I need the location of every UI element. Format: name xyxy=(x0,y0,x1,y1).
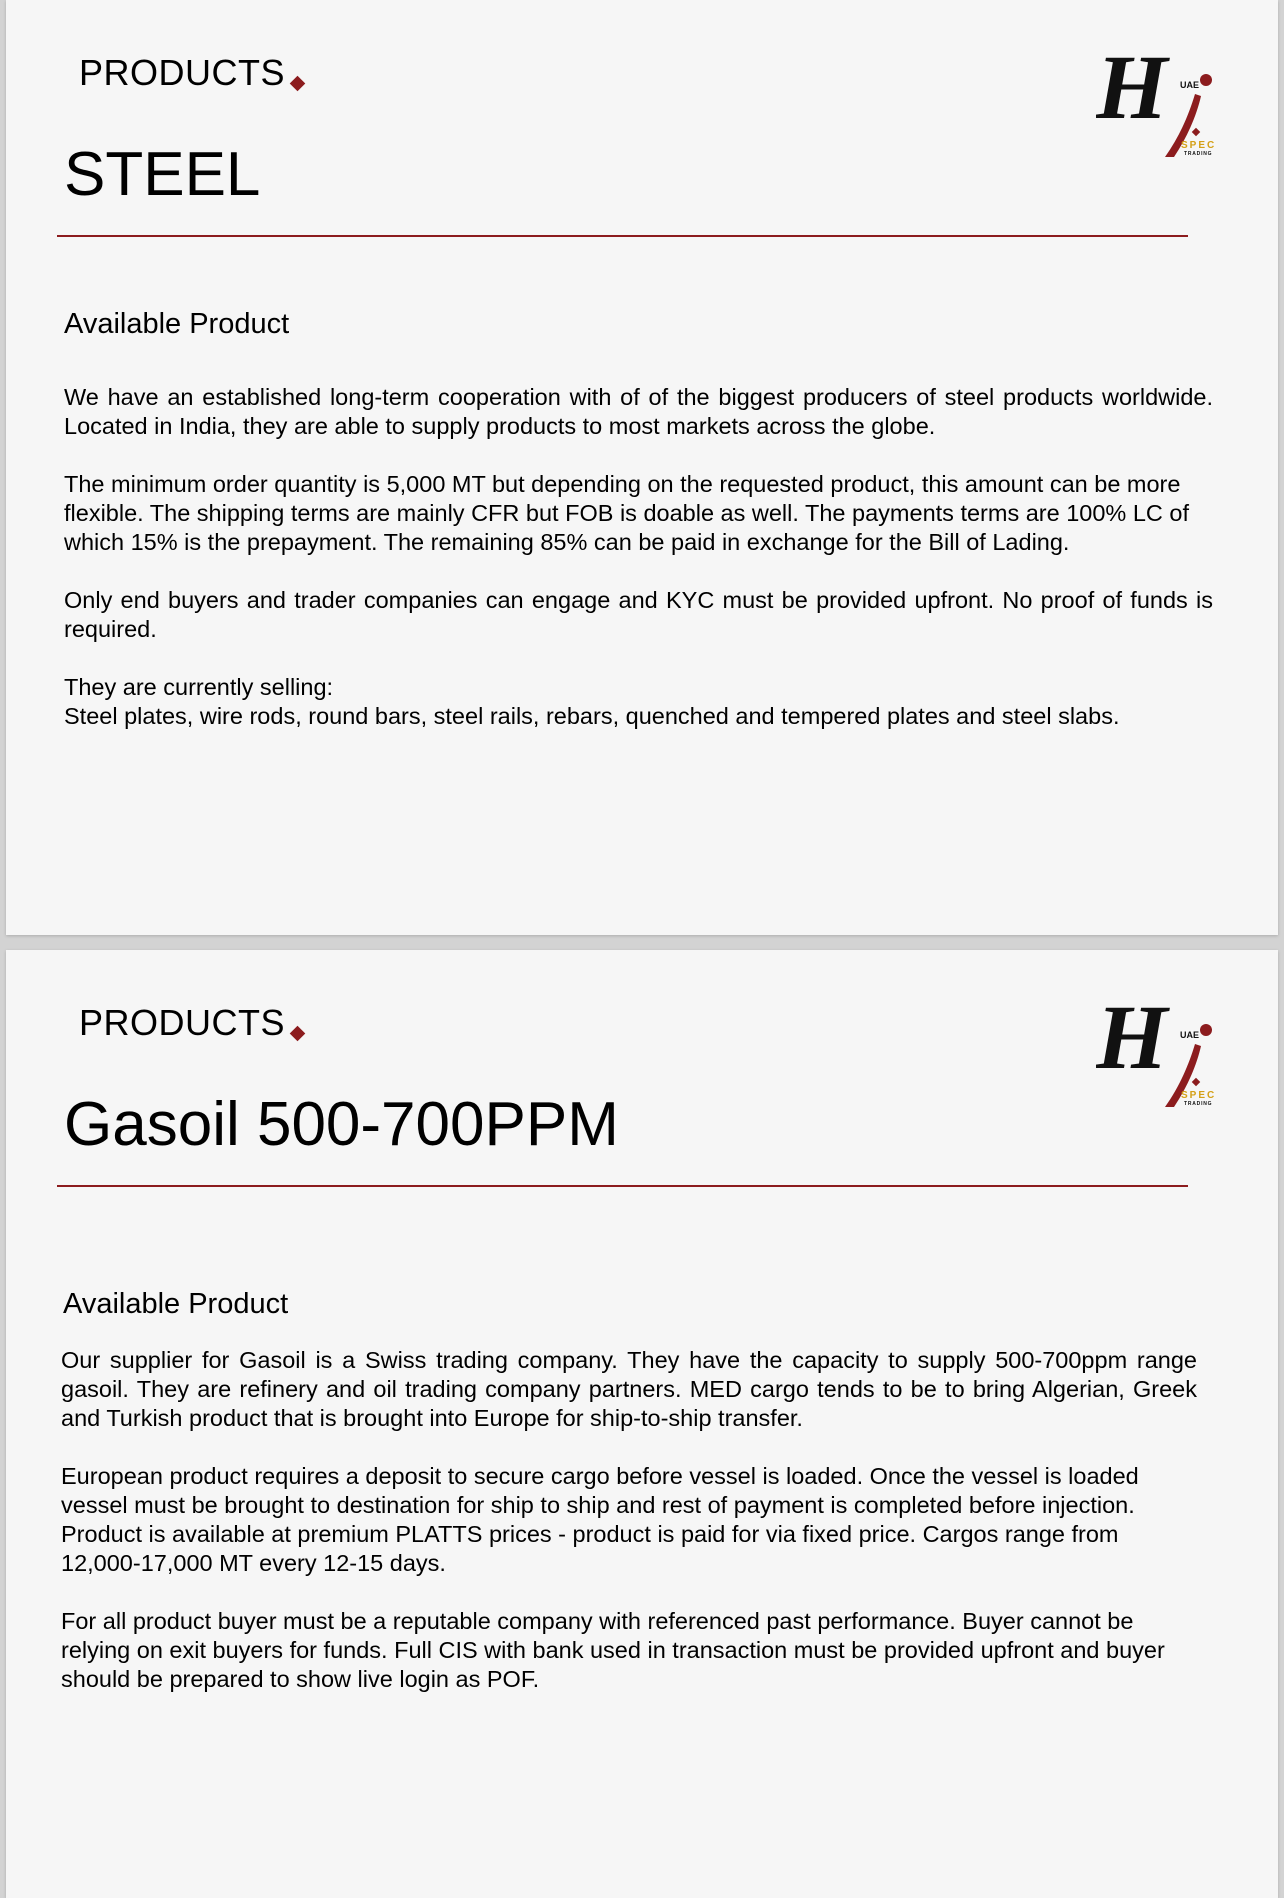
page-title: Gasoil 500-700PPM xyxy=(64,1090,619,1159)
paragraph: Only end buyers and trader companies can engage and KYC must be provided upfront. No proof of funds is required. xyxy=(64,587,1213,642)
paragraph: The minimum order quantity is 5,000 MT but depending on the requested product, this amount can be more flexible. The shipping terms are mainly CFR but FOB is doable as well. The payments terms are 100% LC of which 15% is the prepayment. The remaining 85% can be paid in exchange for the Bill of Lading. xyxy=(64,471,1190,555)
paragraph: We have an established long-term cooperation with of of the biggest producers of steel products worldwide. Located in India, they are able to supply products to most markets across the globe. xyxy=(64,384,1213,439)
selling-block xyxy=(64,673,1213,731)
section-subheading: Available Product xyxy=(64,308,290,340)
logo-letters: H xyxy=(1096,992,1168,1088)
logo-spec: SPEC xyxy=(1181,140,1217,151)
logo-dot xyxy=(1200,1024,1212,1036)
logo-dot xyxy=(1200,74,1212,86)
logo-uae: UAE xyxy=(1180,1030,1200,1040)
selling-list: Steel plates, wire rods, round bars, steel rails, rebars, quenched and tempered plates and steel slabs. xyxy=(64,703,1120,729)
logo-uae: UAE xyxy=(1180,80,1200,90)
logo-trading: TRADING xyxy=(1184,151,1213,157)
paragraph: European product requires a deposit to secure cargo before vessel is loaded. Once the vessel is loaded vessel must be brought to destination for ship to ship and rest of payment is completed before injection. Product is available at premium PLATTS prices - product is paid for via fixed price. Cargos range from 12,000-17,000 MT every 12-15 days. xyxy=(61,1463,1139,1576)
page-title: STEEL xyxy=(64,140,261,209)
document-page-1 xyxy=(6,0,1278,935)
logo-letters: H xyxy=(1096,42,1168,138)
title-divider xyxy=(57,1185,1188,1187)
section-kicker xyxy=(79,52,303,93)
logo-diamond xyxy=(1192,1078,1200,1086)
hi-spec-trading-logo xyxy=(1096,992,1221,1112)
kicker-text: PRODUCTS xyxy=(79,1002,286,1043)
paragraph: Our supplier for Gasoil is a Swiss trading company. They have the capacity to supply 500-700ppm range gasoil. They are refinery and oil trading company partners. MED cargo tends to be to bring Algerian, Greek and Turkish product that is brought into Europe for ship-to-ship transfer. xyxy=(61,1347,1197,1431)
section-kicker xyxy=(79,1002,303,1043)
logo-diamond xyxy=(1192,128,1200,136)
kicker-text: PRODUCTS xyxy=(79,52,286,93)
body-text xyxy=(64,383,1213,760)
title-divider xyxy=(57,235,1188,237)
section-subheading: Available Product xyxy=(63,1288,289,1320)
body-text xyxy=(61,1346,1197,1723)
selling-intro: They are currently selling: xyxy=(64,674,334,700)
paragraph: For all product buyer must be a reputable company with referenced past performance. Buyer cannot be relying on exit buyers for funds. Full CIS with bank used in transaction must be provided upfront and buyer should be prepared to show live login as POF. xyxy=(61,1608,1165,1692)
diamond-icon xyxy=(290,76,306,92)
document-page-2 xyxy=(6,950,1278,1898)
hi-spec-trading-logo xyxy=(1096,42,1221,162)
logo-spec: SPEC xyxy=(1181,1090,1217,1101)
logo-trading: TRADING xyxy=(1184,1101,1213,1107)
diamond-icon xyxy=(290,1026,306,1042)
